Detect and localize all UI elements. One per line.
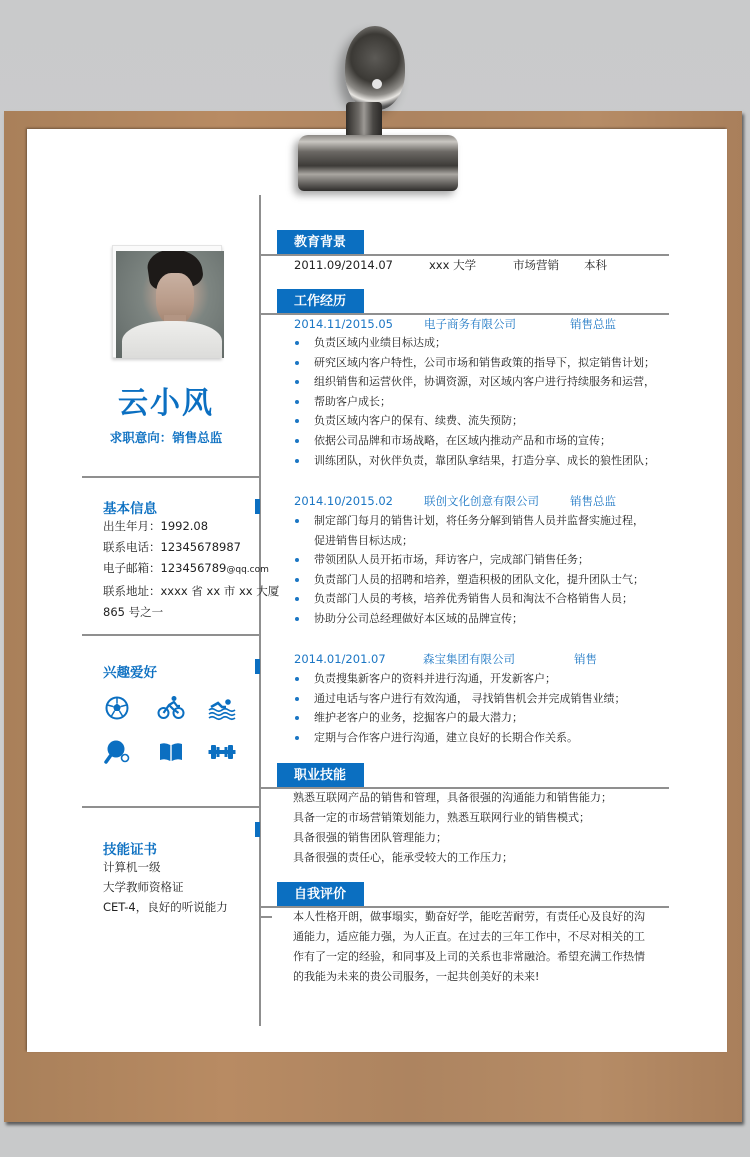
clip-ring-hole (372, 79, 382, 89)
job-role: 销售总监 (570, 317, 616, 331)
duty-item: 负责部门人员的招聘和培养，塑造积极的团队文化，提升团队士气； (293, 570, 644, 590)
skills-list (293, 788, 612, 868)
education-rule (261, 254, 669, 256)
address-line (103, 581, 279, 602)
email-label: 电子邮箱： (103, 561, 161, 575)
job-company: 森宝集团有限公司 (423, 652, 515, 666)
job-company: 联创文化创意有限公司 (424, 494, 539, 508)
job-role: 销售总监 (570, 494, 616, 508)
skill-line: 具备很强的责任心，能承受较大的工作压力； (293, 851, 513, 864)
duty-item: 负责搜集新客户的资料并进行沟通，开发新客户； (293, 669, 626, 689)
photo-shirt (122, 321, 222, 358)
education-school: xxx 大学 (429, 258, 477, 272)
phone-label: 联系电话： (103, 540, 161, 554)
birth-label: 出生年月： (103, 519, 161, 533)
certificates-title: 技能证书 (103, 842, 157, 858)
clip-ring (345, 26, 405, 110)
address-value-2: 865 号之一 (103, 605, 164, 619)
right-divider-tick (260, 916, 272, 918)
address-line-2 (103, 602, 279, 623)
skills-section-header: 职业技能 (277, 763, 364, 787)
skill-line: 具备很强的销售团队管理能力； (293, 831, 447, 844)
duty-item: 负责部门人员的考核，培养优秀销售人员和淘汰不合格销售人员； (293, 589, 644, 609)
job-duties (293, 511, 644, 629)
address-value: xxxx 省 xx 市 xx 大厦 (160, 584, 280, 598)
duty-item: 带领团队人员开拓市场，拜访客户，完成部门销售任务； (293, 550, 644, 570)
hobbies-grid (104, 695, 254, 765)
job-period: 2014.10/2015.02 (294, 494, 393, 508)
duty-item: 定期与合作客户进行沟通，建立良好的长期合作关系。 (293, 728, 626, 748)
duty-item: 通过电话与客户进行有效沟通， 寻找销售机会并完成销售业绩； (293, 689, 626, 709)
certificates-list (103, 857, 228, 917)
self-evaluation-line: 本人性格开朗，做事塌实，勤奋好学，能吃苦耐劳，有责任心及良好的沟 (293, 910, 645, 923)
avatar-photo (116, 251, 224, 358)
table-tennis-icon (104, 739, 132, 765)
email-value: 123456789 (160, 561, 227, 575)
duty-item: 研究区域内客户特性，公司市场和销售政策的指导下，拟定销售计划； (293, 353, 655, 373)
left-divider-3 (82, 806, 260, 808)
phone-line (103, 537, 279, 558)
self-evaluation-line: 的我能为未来的贵公司服务，一起共创美好的未来! (293, 970, 540, 983)
basic-info-list (103, 516, 279, 623)
duty-item: 训练团队，对伙伴负责，靠团队拿结果，打造分享、成长的狼性团队； (293, 451, 655, 471)
birth-value: 1992.08 (160, 519, 209, 533)
basic-info-title: 基本信息 (103, 501, 157, 517)
duty-item: 负责区域内业绩目标达成； (293, 333, 655, 353)
job-role: 销售 (574, 652, 597, 666)
self-evaluation-text (293, 907, 645, 987)
certificate-item: 大学教师资格证 (103, 880, 184, 894)
duty-item: 组织销售和运营伙伴，协调资源，对区域内客户进行持续服务和运营， (293, 372, 655, 392)
self-evaluation-line: 通能力，适应能力强，为人正直。在过去的三年工作中，不尽对相关的工 (293, 930, 645, 943)
duty-item: 帮助客户成长； (293, 392, 655, 412)
duty-item: 负责区域内客户的保有、续费、流失预防； (293, 411, 655, 431)
clip-base (298, 135, 458, 191)
duty-item: 制定部门每月的销售计划，将任务分解到销售人员并监督实施过程， (293, 511, 644, 531)
experience-section-header: 工作经历 (277, 289, 364, 313)
education-period: 2011.09/2014.07 (294, 258, 393, 272)
book-icon (157, 739, 185, 765)
job-period: 2014.11/2015.05 (294, 317, 393, 331)
phone-value: 12345678987 (160, 540, 241, 554)
candidate-name: 云小风 (118, 386, 214, 421)
job-duties (293, 669, 626, 747)
left-divider-2 (82, 634, 260, 636)
email-domain: @qq.com (226, 565, 269, 575)
birth-line (103, 516, 279, 537)
address-label: 联系地址： (103, 584, 161, 598)
job-duties (293, 333, 655, 470)
email-line (103, 558, 279, 581)
job-period: 2014.01/201.07 (294, 652, 386, 666)
dumbbell-icon (208, 739, 236, 765)
education-major: 市场营销 (513, 258, 559, 272)
section-marker-hobbies (255, 659, 260, 674)
education-section-header: 教育背景 (277, 230, 364, 254)
certificate-item: 计算机一级 (103, 860, 161, 874)
self-evaluation-line: 作有了一定的经验，和同事及上司的关系也非常融洽。希望充满工作热情 (293, 950, 645, 963)
job-company: 电子商务有限公司 (424, 317, 516, 331)
certificate-item: CET-4，良好的听说能力 (103, 900, 228, 914)
section-marker-certificates (255, 822, 260, 837)
experience-rule (261, 313, 669, 315)
duty-item-continued: 促进销售目标达成； (314, 533, 413, 547)
hobbies-title: 兴趣爱好 (103, 665, 157, 681)
skill-line: 熟悉互联网产品的销售和管理，具备很强的沟通能力和销售能力； (293, 791, 612, 804)
self-evaluation-section-header: 自我评价 (277, 882, 364, 906)
soccer-ball-icon (104, 695, 132, 721)
section-marker-basic (255, 499, 260, 514)
duty-item: 依据公司品牌和市场战略，在区域内推动产品和市场的宣传； (293, 431, 655, 451)
skill-line: 具备一定的市场营销策划能力，熟悉互联网行业的销售模式； (293, 811, 590, 824)
duty-item: 维护老客户的业务，挖掘客户的最大潜力； (293, 708, 626, 728)
left-divider-1 (82, 476, 260, 478)
education-degree: 本科 (584, 258, 607, 272)
swimming-icon (208, 695, 236, 721)
cycling-icon (157, 695, 185, 721)
job-intent: 求职意向：销售总监 (109, 430, 223, 445)
binder-clip (296, 22, 460, 172)
duty-item: 协助分公司总经理做好本区域的品牌宣传； (293, 609, 644, 629)
